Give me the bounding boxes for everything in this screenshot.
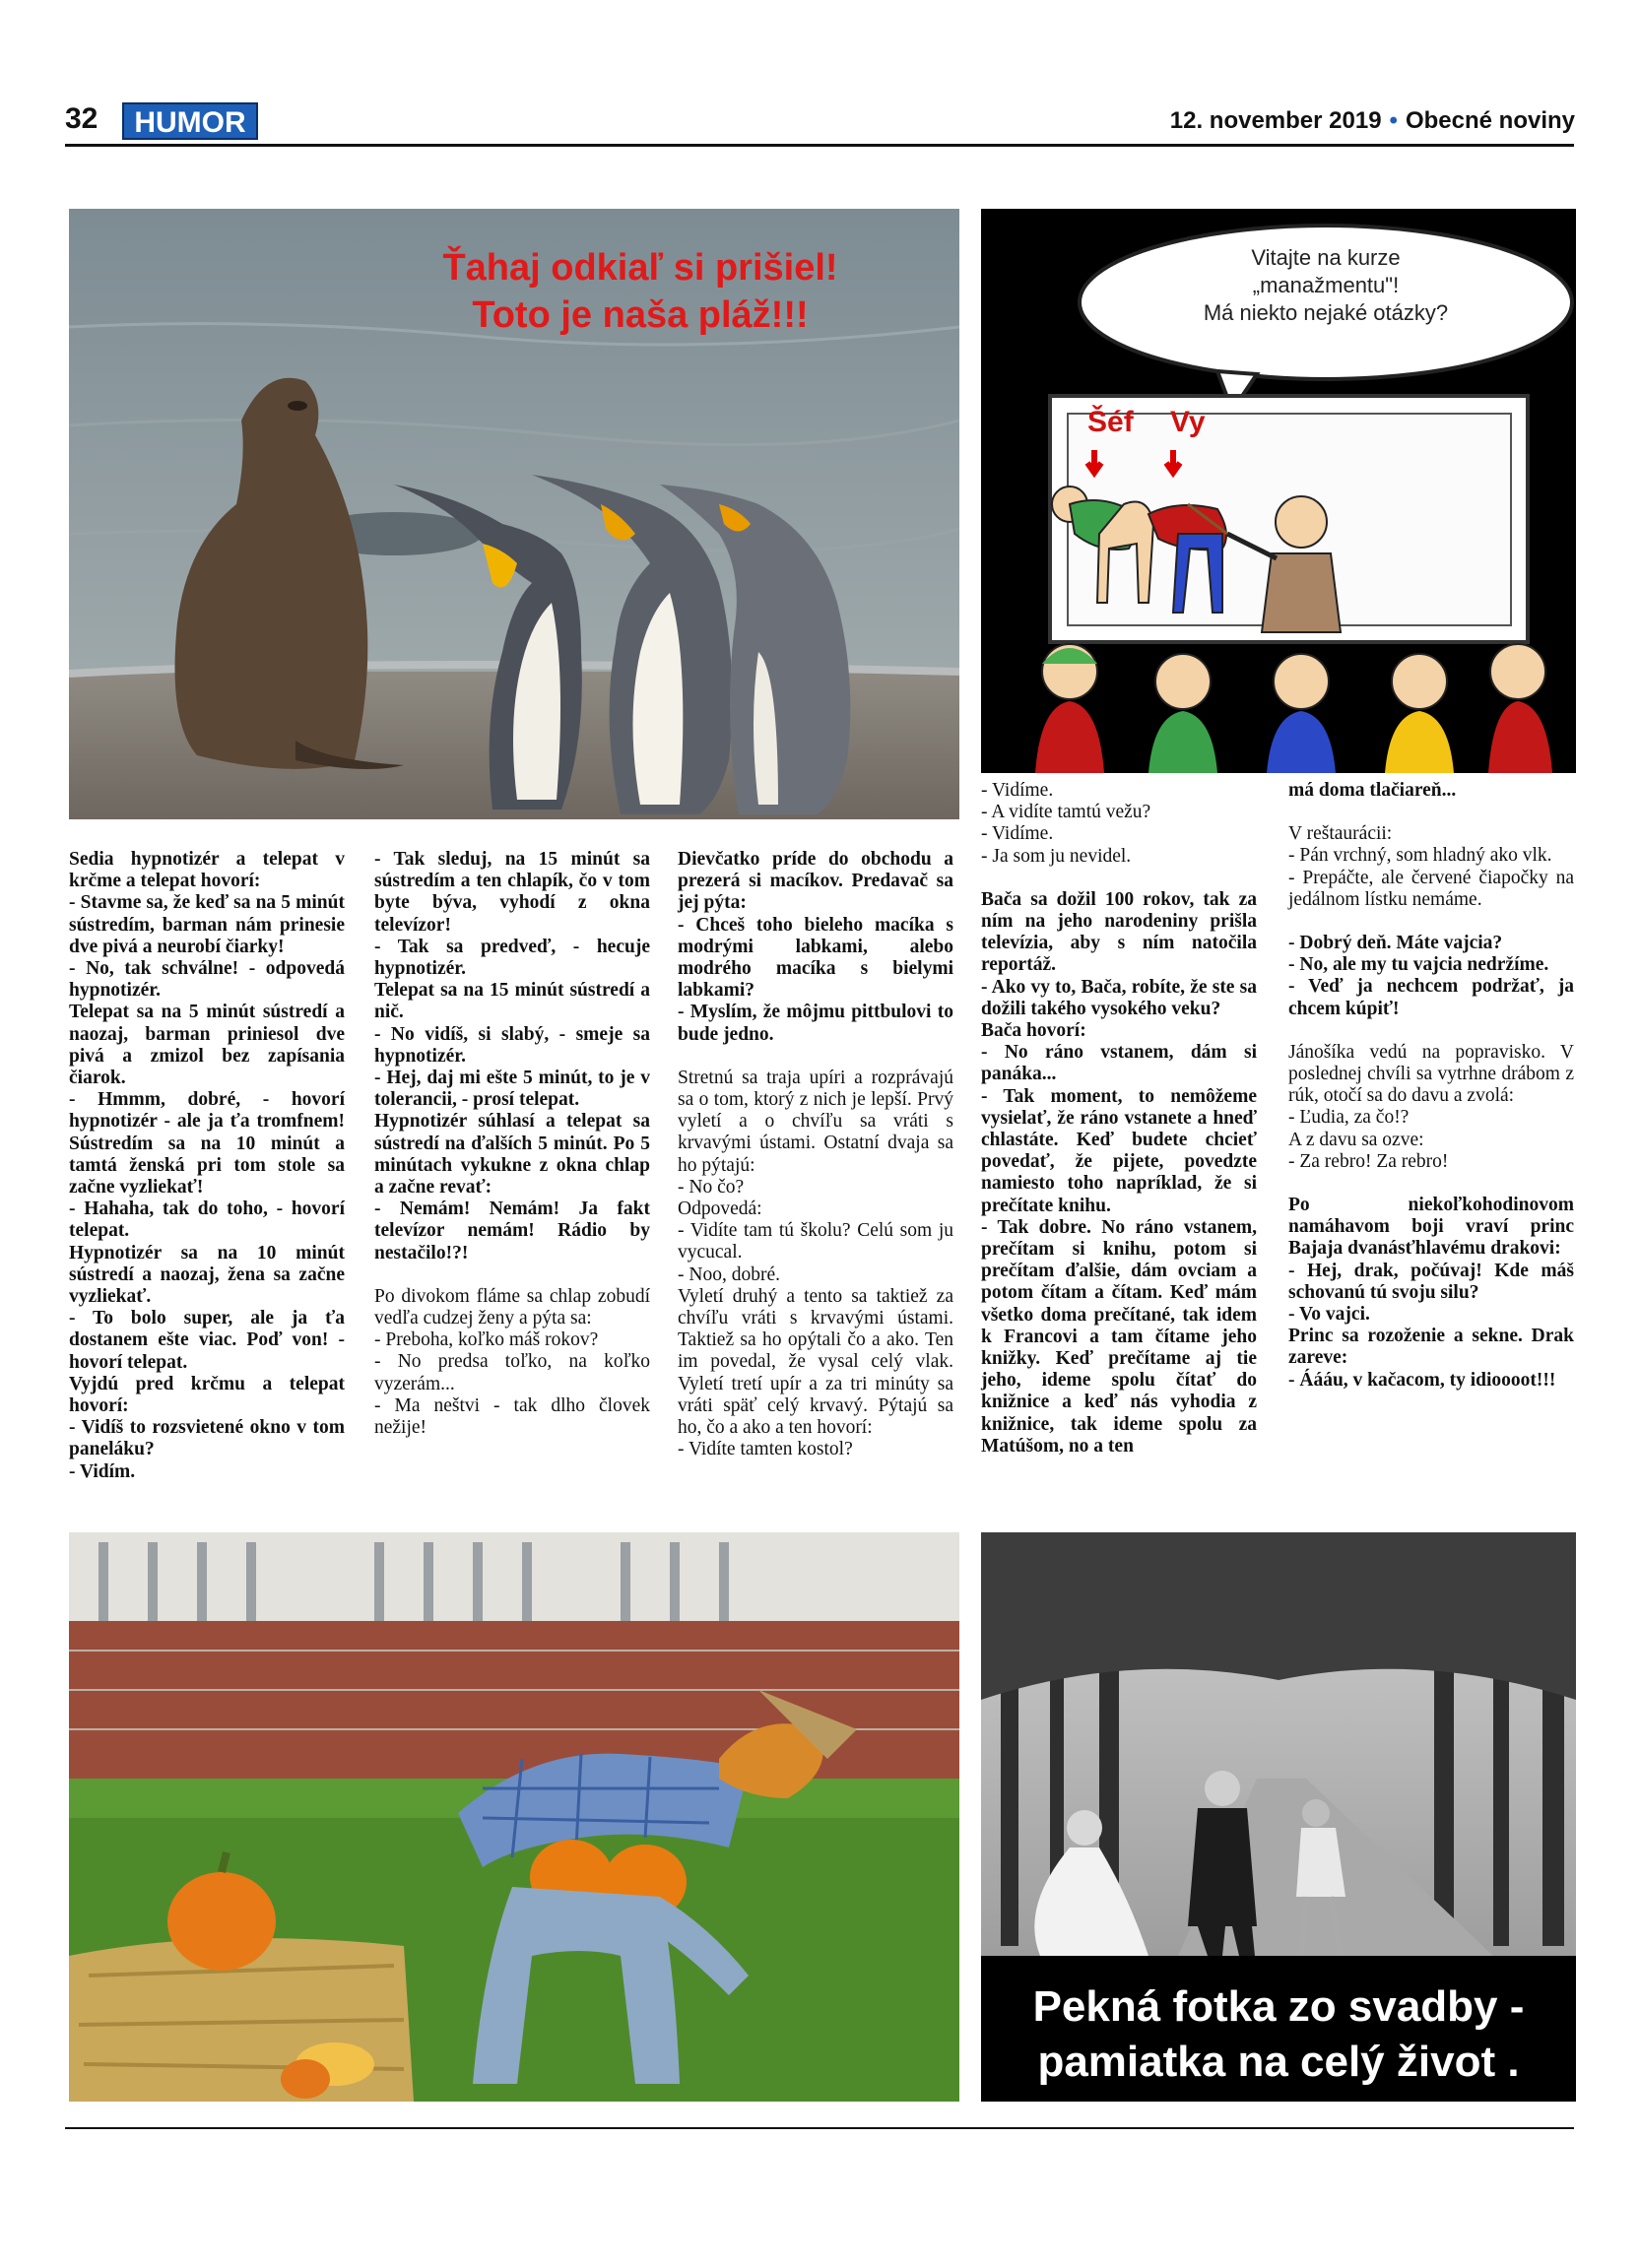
- masthead-date-publication: [1170, 106, 1575, 136]
- paragraph: - Stavme sa, že keď sa na 5 minút sústredím, barman nám prinesie dve pivá a neurobí čiarky!: [69, 892, 345, 957]
- label-you: Vy: [1170, 406, 1206, 438]
- seal-caption-line2: Toto je naša pláž!!!: [472, 294, 809, 336]
- paragraph: - Ľudia, za čo!?: [1288, 1107, 1410, 1129]
- paragraph: - Dobrý deň. Máte vajcia?: [1288, 933, 1503, 954]
- scarecrow-photo: [69, 1532, 959, 2102]
- article-column-2: [374, 849, 650, 1439]
- paragraph-gap: [1288, 1020, 1574, 1042]
- paragraph: - Vidíte tamten kostol?: [678, 1439, 853, 1460]
- paragraph: - No vidíš, si slabý, - smeje sa hypnotizér.: [374, 1023, 650, 1067]
- paragraph: V reštaurácii:: [1288, 823, 1393, 845]
- paragraph: Po niekoľkohodinovom namáhavom boji vraví princ Bajaja dvanásťhlavému drakovi:: [1288, 1195, 1574, 1260]
- paragraph: A z davu sa ozve:: [1288, 1129, 1424, 1150]
- paragraph: Bača sa dožil 100 rokov, tak za ním na jeho narodeniny prišla televízia, aby s ním natočila reportáž.: [981, 888, 1257, 976]
- paragraph: - Veď ja nechcem podržať, ja chcem kúpiť!: [1288, 976, 1574, 1019]
- issue-date: 12. november 2019: [1169, 107, 1382, 134]
- paragraph: - Myslím, že môjmu pittbulovi to bude jedno.: [678, 1002, 953, 1045]
- seal-penguins-photo: [69, 209, 959, 819]
- paragraph: - Tak moment, to nemôžeme vysielať, že ráno vstanete a hneď chlastáte. Keď budete chcieť povedať, že pijete, povedzte namiesto toho napríklad, že si prečítate knihu.: [981, 1085, 1257, 1216]
- section-label: HUMOR: [122, 102, 258, 140]
- paragraph-gap: [374, 1264, 650, 1286]
- paragraph: - Tak dobre. No ráno vstanem, prečítam si knihu, potom si prečítam ďalšie, dám ovciam a potom čítam a čítam. Keď mám všetko doma prečítané, tak idem k Francovi a tam čítame jeho knižky. Keď prečítame aj tie jeho, ideme spolu čítať do knižnice a keď nás vyhodia z knižnice, tak ideme spolu za Matúšom, no a ten: [981, 1216, 1257, 1457]
- publication-name: Obecné noviny: [1405, 107, 1575, 134]
- page-number: 32: [65, 102, 98, 135]
- paragraph: Hypnotizér súhlasí a telepat sa sústredí na ďalších 5 minút. Po 5 minútach vykukne z okna chlap a začne revať:: [374, 1111, 650, 1199]
- paragraph: - Ako vy to, Bača, robíte, že ste sa dožili takého vysokého veku?: [981, 976, 1257, 1019]
- bubble-line2: „manažmentu"!: [1252, 273, 1400, 297]
- footer-rule: [65, 2127, 1574, 2129]
- paragraph: - No čo?: [678, 1176, 745, 1198]
- paragraph: Hypnotizér sa na 10 minút sústredí a naozaj, žena sa začne vyzliekať.: [69, 1242, 345, 1308]
- paragraph: má doma tlačiareň...: [1288, 780, 1457, 801]
- article-column-5: [1288, 780, 1574, 1392]
- paragraph: - No, ale my tu vajcia nedržíme.: [1288, 954, 1549, 976]
- paragraph-gap: [981, 868, 1257, 889]
- paragraph: - Vidíme.: [981, 780, 1054, 801]
- paragraph: Po divokom fláme sa chlap zobudí vedľa cudzej ženy a pýta sa:: [374, 1285, 650, 1329]
- paragraph: Bača hovorí:: [981, 1020, 1086, 1042]
- paragraph: - Za rebro! Za rebro!: [1288, 1150, 1449, 1172]
- paragraph: - Preboha, koľko máš rokov?: [374, 1329, 599, 1351]
- bubble-line3: Má niekto nejaké otázky?: [1203, 300, 1449, 325]
- paragraph: Sedia hypnotizér a telepat v krčme a telepat hovorí:: [69, 849, 345, 892]
- wedding-photo-caption: [981, 1979, 1576, 2090]
- paragraph: - Nemám! Nemám! Ja fakt televízor nemám! Rádio by nestačilo!?!: [374, 1199, 650, 1264]
- paragraph: - No, tak schválne! - odpovedá hypnotizér.: [69, 958, 345, 1002]
- paragraph: - Pán vrchný, som hladný ako vlk.: [1288, 845, 1552, 867]
- paragraph: - No predsa toľko, na koľko vyzerám...: [374, 1351, 650, 1394]
- paragraph: - Hahaha, tak do toho, - hovorí telepat.: [69, 1199, 345, 1242]
- paragraph: Jánošíka vedú na popravisko. V poslednej chvíli sa vytrhne drábom z rúk, otočí sa do davu a zvolá:: [1288, 1041, 1574, 1107]
- management-cartoon: [981, 209, 1576, 773]
- seal-caption-line1: Ťahaj odkiaľ si prišiel!: [442, 247, 838, 289]
- article-column-3: [678, 849, 953, 1460]
- speech-bubble: [1099, 244, 1552, 327]
- paragraph: Vyletí druhý a tento sa taktiež za chvíľu vráti s krvavými ústami. Taktiež sa ho opýtali čo a ako. Ten im povedal, že vysal celý vlak. Vyletí tretí upír a za tri minúty sa vráti späť celý krvavý. Pýtajú sa ho, čo a ako a ten hovorí:: [678, 1285, 953, 1439]
- paragraph: - A vidíte tamtú vežu?: [981, 802, 1151, 823]
- paragraph: - Chceš toho bieleho macíka s modrými labkami, alebo modrého macíka s bielymi labkami?: [678, 914, 953, 1002]
- paragraph: Princ sa rozoženie a sekne. Drak zareve:: [1288, 1326, 1574, 1369]
- paragraph: - Ja som ju nevidel.: [981, 845, 1132, 867]
- paragraph: Dievčatko príde do obchodu a prezerá si macíkov. Predavač sa jej pýta:: [678, 849, 953, 914]
- article-column-4: [981, 780, 1257, 1458]
- paragraph: Stretnú sa traja upíri a rozprávajú sa o tom, ktorý z nich je lepší. Prvý vyletí a o chvíľu sa vráti s krvavými ústami. Ostatní dvaja sa ho pýtajú:: [678, 1067, 953, 1176]
- paragraph: - Áááu, v kačacom, ty idioooot!!!: [1288, 1369, 1556, 1391]
- paragraph-gap: [1288, 802, 1574, 823]
- label-boss: Šéf: [1087, 406, 1134, 438]
- paragraph: - To bolo super, ale ja ťa dostanem ešte viac. Poď von! - hovorí telepat.: [69, 1308, 345, 1373]
- wedding-caption-line2: pamiatka na celý život .: [1037, 2038, 1520, 2086]
- paragraph: - Tak sa predveď, - hecuje hypnotizér.: [374, 936, 650, 980]
- paragraph: - No ráno vstanem, dám si panáka...: [981, 1042, 1257, 1085]
- paragraph: - Ma neštvi - tak dlho človek nežije!: [374, 1394, 650, 1439]
- seal-photo-caption: [404, 244, 877, 339]
- paragraph: - Hej, drak, počúvaj! Kde máš schovanú tú svoju silu?: [1288, 1260, 1574, 1303]
- paragraph: - Hej, daj mi ešte 5 minút, to je v tolerancii, - prosí telepat.: [374, 1068, 650, 1111]
- wedding-caption-line1: Pekná fotka zo svadby -: [1032, 1982, 1525, 2031]
- paragraph: - Vidíš to rozsvietené okno v tom paneláku?: [69, 1417, 345, 1460]
- paragraph: Odpovedá:: [678, 1199, 762, 1220]
- paragraph: Vyjdú pred krčmu a telepat hovorí:: [69, 1373, 345, 1417]
- paragraph-gap: [1288, 911, 1574, 933]
- wedding-photo: [981, 1532, 1576, 2102]
- paragraph: Telepat sa na 15 minút sústredí a nič.: [374, 980, 650, 1023]
- separator-dot: •: [1389, 107, 1398, 134]
- paragraph: - Hmmm, dobré, - hovorí hypnotizér - ale ja ťa tromfnem! Sústredím sa na 10 minút a tamtá ženská pri tom stole sa začne vyzliekať!: [69, 1089, 345, 1199]
- paragraph: Telepat sa na 5 minút sústredí a naozaj, barman priniesol dve pivá a zmizol bez zapísania čiarok.: [69, 1002, 345, 1089]
- bubble-line1: Vitajte na kurze: [1251, 245, 1401, 270]
- paragraph-gap: [1288, 1173, 1574, 1195]
- paragraph: - Noo, dobré.: [678, 1264, 780, 1285]
- paragraph: - Vidíte tam tú školu? Celú som ju vycucal.: [678, 1220, 953, 1264]
- article-column-1: [69, 849, 345, 1483]
- header-rule: [65, 144, 1574, 147]
- paragraph: - Tak sleduj, na 15 minút sa sústredím a ten chlapík, čo v tom byte býva, vyhodí z okna televízor!: [374, 849, 650, 936]
- paragraph: - Vidím.: [69, 1460, 136, 1482]
- paragraph: - Vo vajci.: [1288, 1304, 1370, 1326]
- paragraph-gap: [678, 1046, 953, 1068]
- paragraph: - Prepáčte, ale červené čiapočky na jedálnom lístku nemáme.: [1288, 867, 1574, 910]
- paragraph: - Vidíme.: [981, 823, 1054, 845]
